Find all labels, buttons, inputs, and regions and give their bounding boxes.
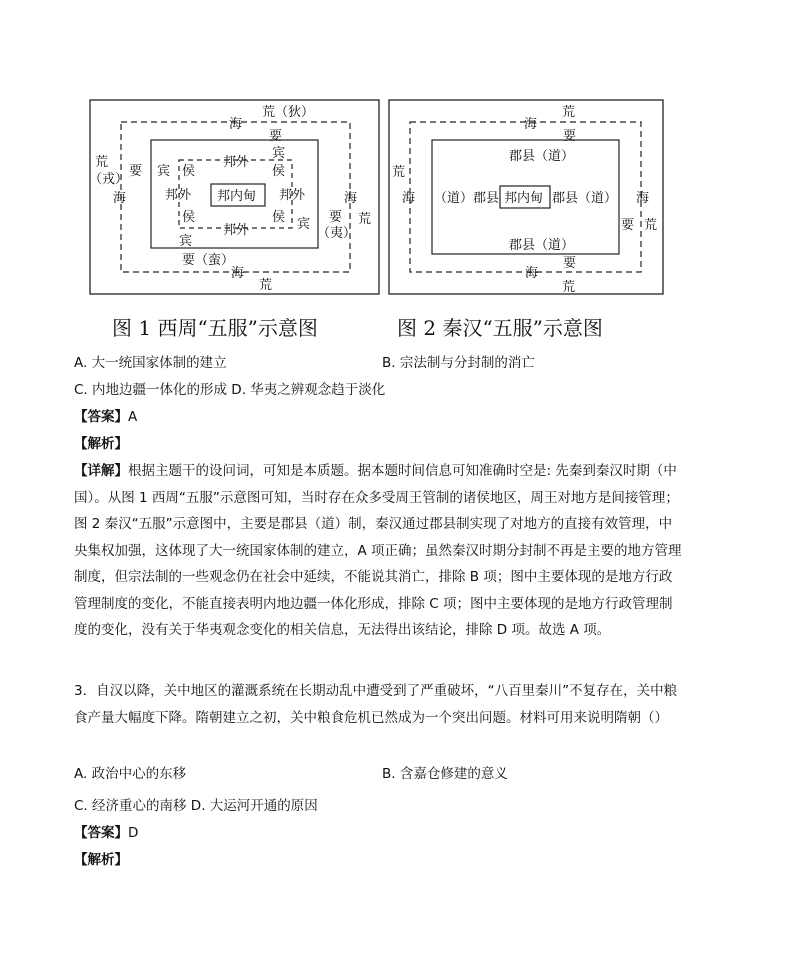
fig1-huang-bottom: 荒 xyxy=(259,278,273,293)
q2-analysis-tag: 【解析】 xyxy=(74,436,128,452)
fig1-yao-right-1: 要 xyxy=(329,210,343,225)
q3-analysis-tag: 【解析】 xyxy=(74,852,128,868)
fig2-junxian-right: 郡县（道） xyxy=(552,191,618,206)
fig1-bin-bottom: 宾 xyxy=(179,234,193,249)
fig1-bin-left: 宾 xyxy=(157,164,171,179)
fig1-hou-br: 侯 xyxy=(272,210,286,225)
q2-option-cd: C. 内地边疆一体化的形成 D. 华夷之辨观念趋于淡化 xyxy=(74,382,386,398)
fig2-center-label: 邦内甸 xyxy=(504,191,544,206)
fig1-hai-left: 海 xyxy=(113,191,127,206)
figure-2-diagram xyxy=(388,98,665,296)
fig1-yao-left: 要 xyxy=(129,164,143,179)
q3-option-cd: C. 经济重心的南移 D. 大运河开通的原因 xyxy=(74,798,318,814)
fig2-hai-bottom: 海 xyxy=(525,266,539,281)
fig1-bangwai-left: 邦外 xyxy=(165,188,192,203)
fig1-bin-top: 宾 xyxy=(272,146,286,161)
fig1-bangwai-top: 邦外 xyxy=(223,155,250,170)
fig1-hai-right: 海 xyxy=(344,191,358,206)
fig1-center-label: 邦内甸 xyxy=(217,189,257,204)
figure-1-caption: 图 1 西周“五服”示意图 xyxy=(112,316,318,340)
figure-1-svg xyxy=(89,98,381,296)
fig1-huang-right: 荒 xyxy=(358,212,372,227)
fig2-yao-right: 要 xyxy=(621,218,635,233)
fig2-yao-top: 要 xyxy=(563,129,577,144)
fig2-huang-bottom: 荒 xyxy=(562,280,576,295)
fig1-hou-tl: 侯 xyxy=(182,164,196,179)
figure-2-caption: 图 2 秦汉“五服”示意图 xyxy=(397,316,603,340)
fig1-bangwai-right: 邦外 xyxy=(279,188,306,203)
fig2-huang-right: 荒 xyxy=(644,218,658,233)
fig2-junxian-bottom: 郡县（道） xyxy=(509,238,575,253)
q2-answer-line xyxy=(74,408,137,426)
q2-option-b: B. 宗法制与分封制的消亡 xyxy=(382,355,535,371)
figure-1-diagram xyxy=(89,98,381,296)
fig2-yao-bottom: 要 xyxy=(563,256,577,271)
fig2-huang-left: 荒 xyxy=(392,165,406,180)
q3-answer-tag: 【答案】 xyxy=(74,825,128,841)
fig2-hai-right: 海 xyxy=(636,191,650,206)
fig1-hou-bl: 侯 xyxy=(182,210,196,225)
fig1-bangwai-bottom: 邦外 xyxy=(223,223,250,238)
fig1-huang-left-2: （戎） xyxy=(89,172,129,187)
q3-option-b: B. 含嘉仓修建的意义 xyxy=(382,766,508,782)
fig1-yao-top: 要 xyxy=(269,129,283,144)
q2-answer: A xyxy=(128,409,138,425)
fig2-huang-top: 荒 xyxy=(562,105,576,120)
fig1-bin-right: 宾 xyxy=(297,217,311,232)
fig1-yao-right-2: （夷） xyxy=(317,226,357,241)
q2-option-a: A. 大一统国家体制的建立 xyxy=(74,355,227,371)
q3-option-a: A. 政治中心的东移 xyxy=(74,766,187,782)
q2-detail-text: 根据主题干的设问词，可知是本质题。据本题时间信息可知准确时空是: 先秦到秦汉时期（中国）。从图 1 西周“五服”示意图可知，当时存在众多受周王管制的诸侯地区，周王对地方是间接管理；图 2 秦汉“五服”示意图中，主要是郡县（道）制，秦汉通过郡县制实现了对地方的直接有效管理，中央集权加强，这体现了大一统国家体制的建立，A 项正确；虽然秦汉时期分封制不再是主要的地方管理制度，但宗法制的一些观念仍在社会中延续，不能说其消亡，排除 B 项；图中主要体现的是地方行政管理制度的变化，不能直接表明内地边疆一体化形成，排除 C 项；图中主要体现的是地方行政管理制度的变化，没有关于华夷观念变化的相关信息，无法得出该结论，排除 D 项。故选 A 项。 xyxy=(74,463,682,638)
fig1-huang-top: 荒（狄） xyxy=(262,105,315,120)
fig2-hai-top: 海 xyxy=(524,117,538,132)
q2-detail xyxy=(74,458,684,644)
fig1-hou-tr: 侯 xyxy=(272,164,286,179)
figure-2-svg xyxy=(388,98,665,296)
fig1-hai-top: 海 xyxy=(229,117,243,132)
q2-answer-tag: 【答案】 xyxy=(74,409,128,425)
fig2-hai-left: 海 xyxy=(402,191,416,206)
fig1-yao-bottom: 要（蛮） xyxy=(182,253,235,268)
q3-answer-line xyxy=(74,824,138,842)
fig1-huang-left-1: 荒 xyxy=(95,155,109,170)
q3-stem: 3．自汉以降，关中地区的灌溉系统在长期动乱中遭受到了严重破坏，“八百里秦川”不复存在，关中粮食产量大幅度下降。隋朝建立之初，关中粮食危机已然成为一个突出问题。材料可用来说明隋朝（） xyxy=(74,683,678,726)
q2-detail-tag: 【详解】 xyxy=(74,463,128,479)
fig2-junxian-top: 郡县（道） xyxy=(509,149,575,164)
q3-answer: D xyxy=(128,825,139,841)
fig1-hai-bottom: 海 xyxy=(231,266,245,281)
fig2-junxian-left: （道）郡县 xyxy=(434,191,500,206)
